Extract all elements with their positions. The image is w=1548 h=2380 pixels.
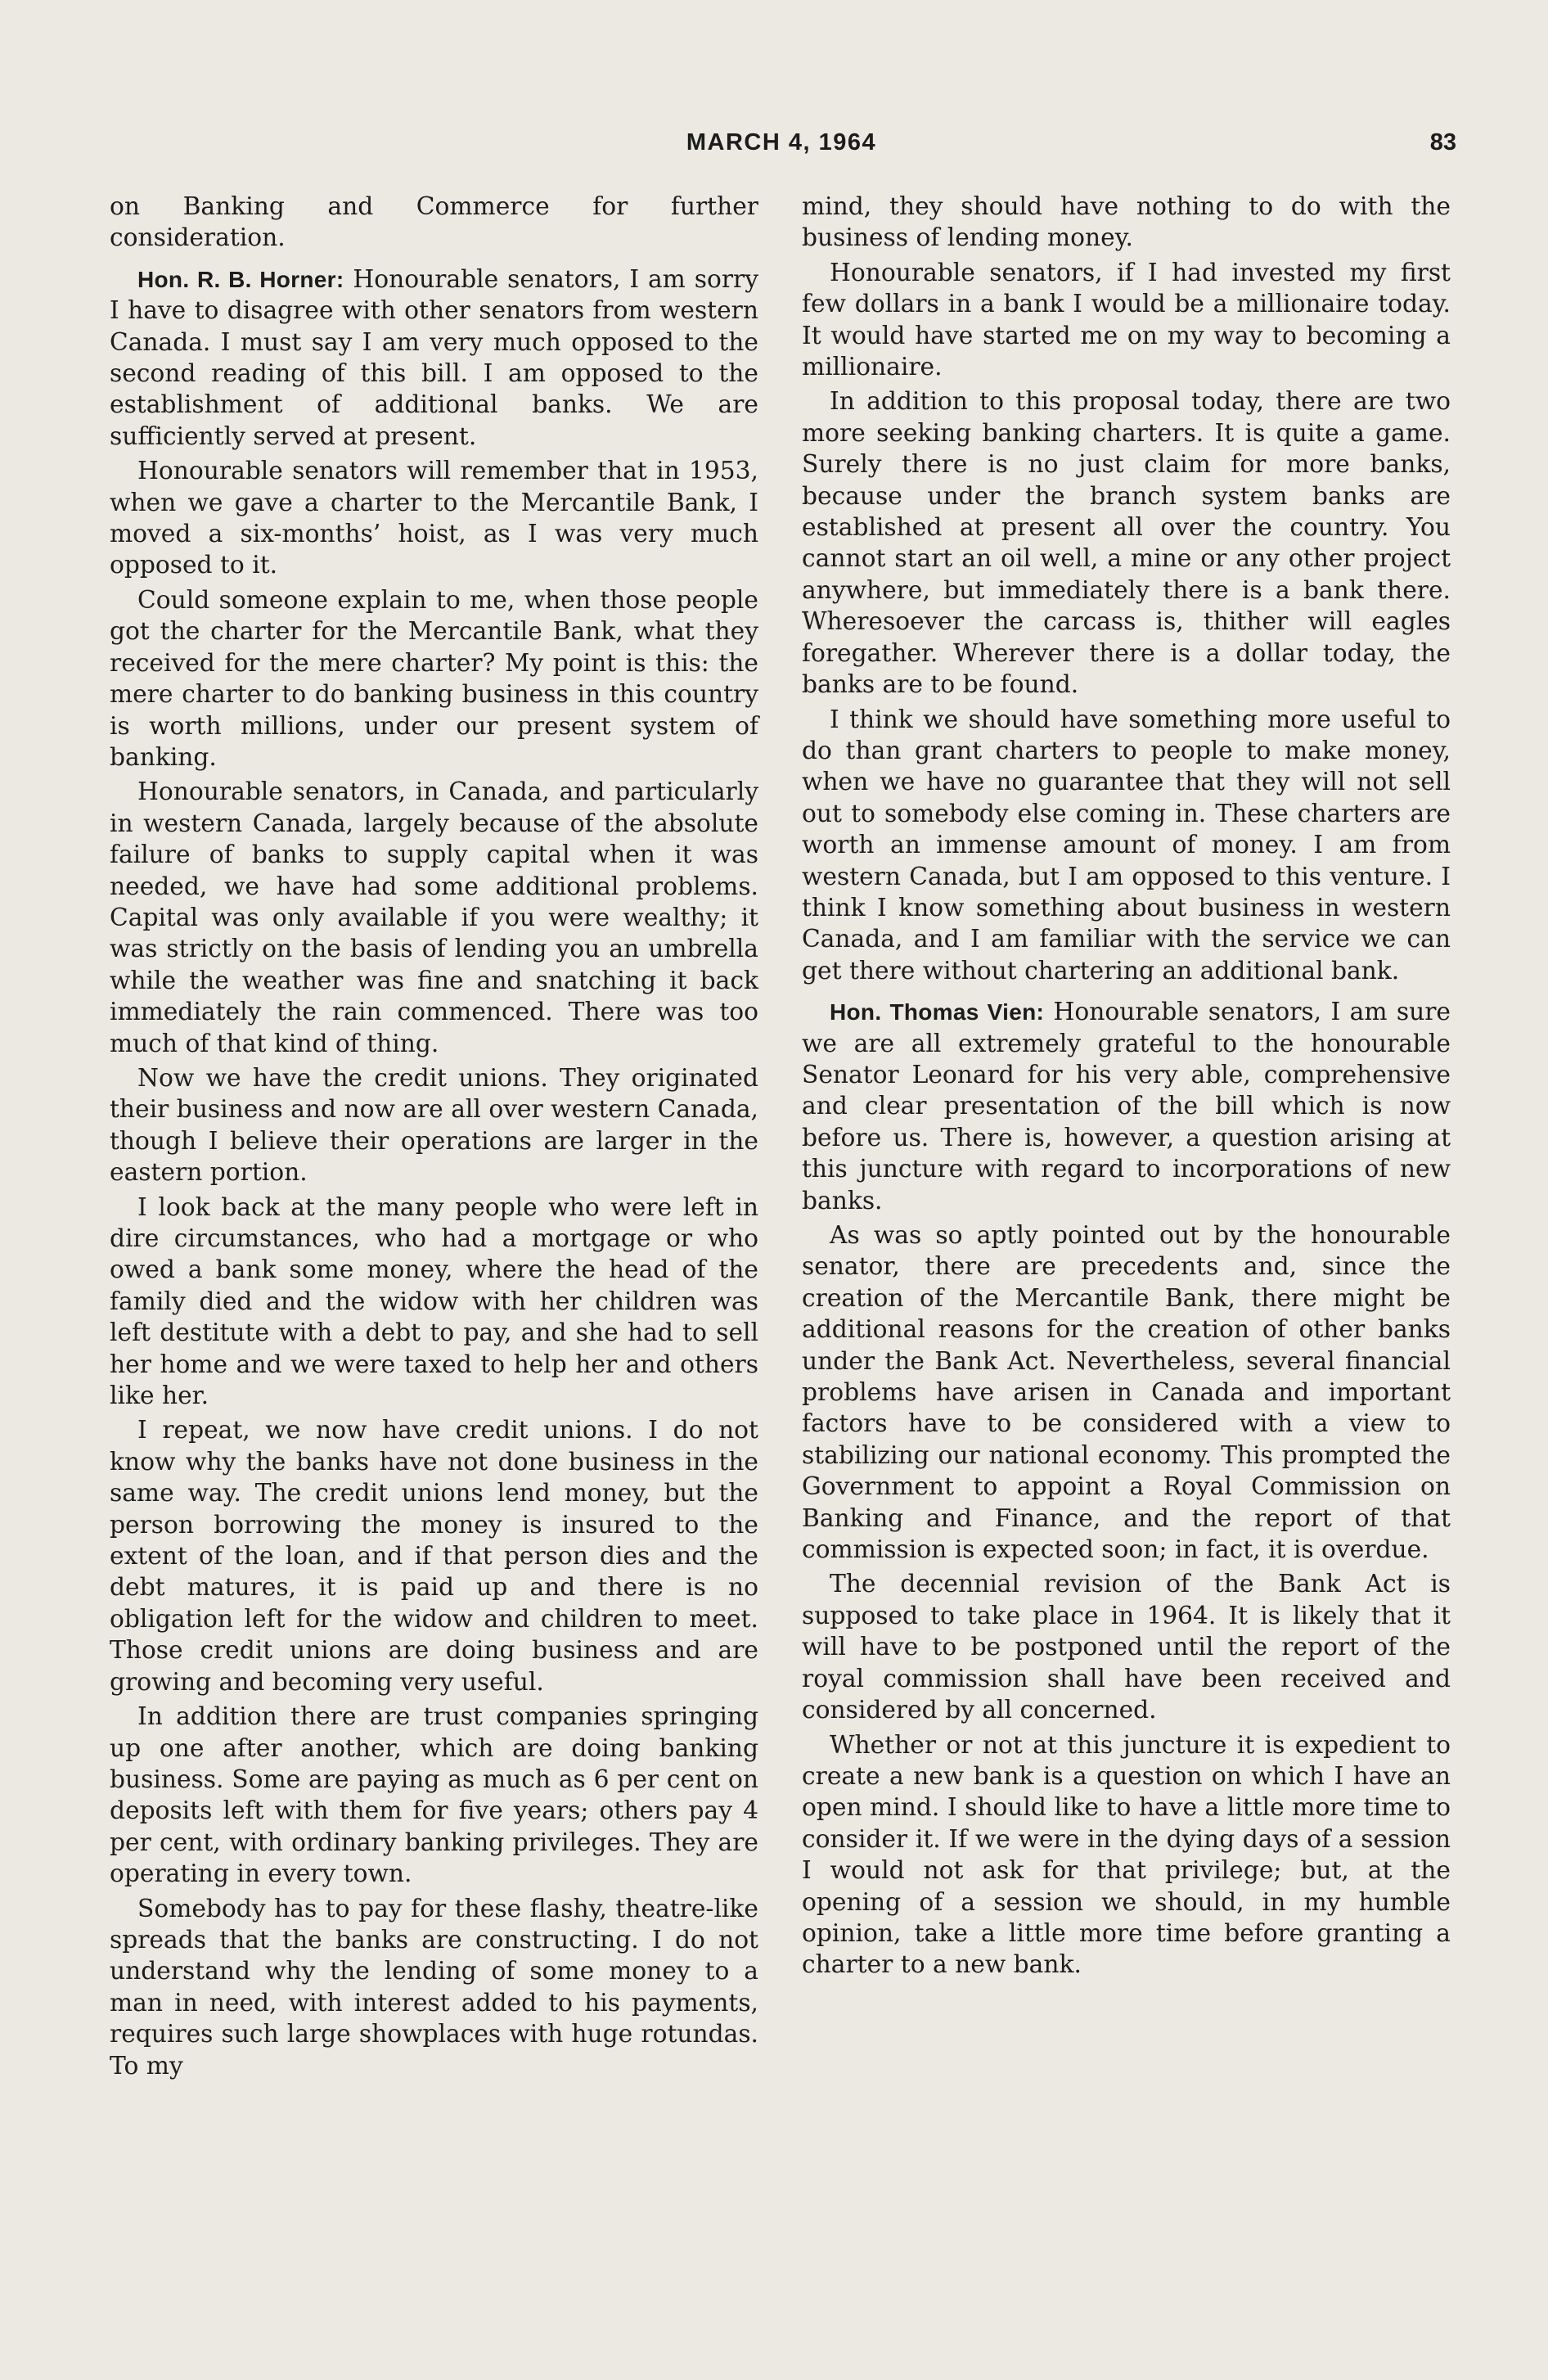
paragraph: Honourable senators will remember that in 1953, when we gave a charter to the Mercantile Bank, I moved a six-months’ hoist, as I was very much opposed to it.: [110, 457, 758, 580]
page-header: [106, 129, 1456, 170]
paragraph: I look back at the many people who were left in dire circumstances, who had a mortgage or who owed a bank some money, where the head of the family died and the widow with her children was left destitute with a debt to pay, and she had to sell her home and we were taxed to help her and others like her.: [110, 1192, 758, 1411]
speech-text: Honourable senators, I am sure we are all extremely grateful to the honourable Senator Leonard for his very able, comprehensive and clear presentation of the bill which is now before us. There is, however, a question arising at this juncture with regard to incorporations of new banks.: [802, 998, 1451, 1215]
left-column: [110, 192, 758, 2085]
paragraph: on Banking and Commerce for further consideration.: [110, 192, 758, 253]
speech-text: Honourable senators, I am sorry I have to disagree with other senators from western Canada. I must say I am very much opposed to the second reading of this bill. I am opposed to the establishment of additional banks. We are sufficiently served at present.: [110, 264, 758, 451]
paragraph: I repeat, we now have credit unions. I do not know why the banks have not done business in the same way. The credit unions lend money, but the person borrowing the money is insured to the extent of the loan, and if that person dies and the debt matures, it is paid up and there is no obligation left for the widow and children to meet. Those credit unions are doing business and are growing and becoming very useful.: [110, 1416, 758, 1697]
paragraph: Now we have the credit unions. They originated their business and now are all over western Canada, though I believe their operations are larger in the eastern portion.: [110, 1063, 758, 1188]
paragraph: In addition there are trust companies springing up one after another, which are doing banking business. Some are paying as much as 6 per cent on deposits left with them for five years; others pay 4 per cent, with ordinary banking privileges. They are operating in every town.: [110, 1702, 758, 1889]
speaker-name: Hon. R. B. Horner:: [137, 266, 344, 292]
paragraph: As was so aptly pointed out by the honourable senator, there are precedents and, since the creation of the Mercantile Bank, there might be additional reasons for the creation of other banks under the Bank Act. Nevertheless, several financial problems have arisen in Canada and important factors have to be considered with a view to stabilizing our national economy. This prompted the Government to appoint a Royal Commission on Banking and Finance, and the report of that commission is expected soon; in fact, it is overdue.: [802, 1221, 1451, 1565]
paragraph: Honourable senators, if I had invested my first few dollars in a bank I would be a millionaire today. It would have started me on my way to becoming a millionaire.: [802, 258, 1451, 382]
paragraph: Somebody has to pay for these flashy, theatre-like spreads that the banks are constructing. I do not understand why the lending of some money to a man in need, with interest added to his payments, requires such large showplaces with huge rotundas. To my: [110, 1894, 758, 2080]
page-date: MARCH 4, 1964: [686, 129, 877, 156]
paragraph-horner: [110, 264, 758, 453]
paragraph: Honourable senators, in Canada, and particularly in western Canada, largely because of the absolute failure of banks to supply capital when it was needed, we have had some additional problems. Capital was only available if you were wealthy; it was strictly on the basis of lending you an umbrella while the weather was fine and snatching it back immediately the rain commenced. There was too much of that kind of thing.: [110, 778, 758, 1058]
paragraph: I think we should have something more useful to do than grant charters to people to make money, when we have no guarantee that they will not sell out to somebody else coming in. These charters are worth an immense amount of money. I am from western Canada, but I am opposed to this venture. I think I know something about business in western Canada, and I am familiar with the service we can get there without chartering an additional bank.: [802, 705, 1451, 985]
paragraph: mind, they should have nothing to do with the business of lending money.: [802, 192, 1451, 253]
paragraph: Whether or not at this juncture it is expedient to create a new bank is a question on which I have an open mind. I should like to have a little more time to consider it. If we were in the dying days of a session I would not ask for that privilege; but, at the opening of a session we should, in my humble opinion, take a little more time before granting a charter to a new bank.: [802, 1730, 1451, 1980]
right-column: [802, 192, 1451, 1985]
paragraph: Could someone explain to me, when those people got the charter for the Mercantile Bank, what they received for the mere charter? My point is this: the mere charter to do banking business in this country is worth millions, under our present system of banking.: [110, 585, 758, 772]
page-number: 83: [1429, 129, 1456, 156]
paragraph-vien: [802, 997, 1451, 1217]
paragraph: The decennial revision of the Bank Act is supposed to take place in 1964. It is likely that it will have to be postponed until the report of the royal commission shall have been received and considered by all concerned.: [802, 1570, 1451, 1725]
paragraph: In addition to this proposal today, there are two more seeking banking charters. It is quite a game. Surely there is no just claim for more banks, because under the branch system banks are established at present all over the country. You cannot start an oil well, a mine or any other project anywhere, but immediately there is a bank there. Wheresoever the carcass is, thither will eagles foregather. Wherever there is a dollar today, the banks are to be found.: [802, 387, 1451, 700]
speaker-name: Hon. Thomas Vien:: [830, 999, 1045, 1025]
